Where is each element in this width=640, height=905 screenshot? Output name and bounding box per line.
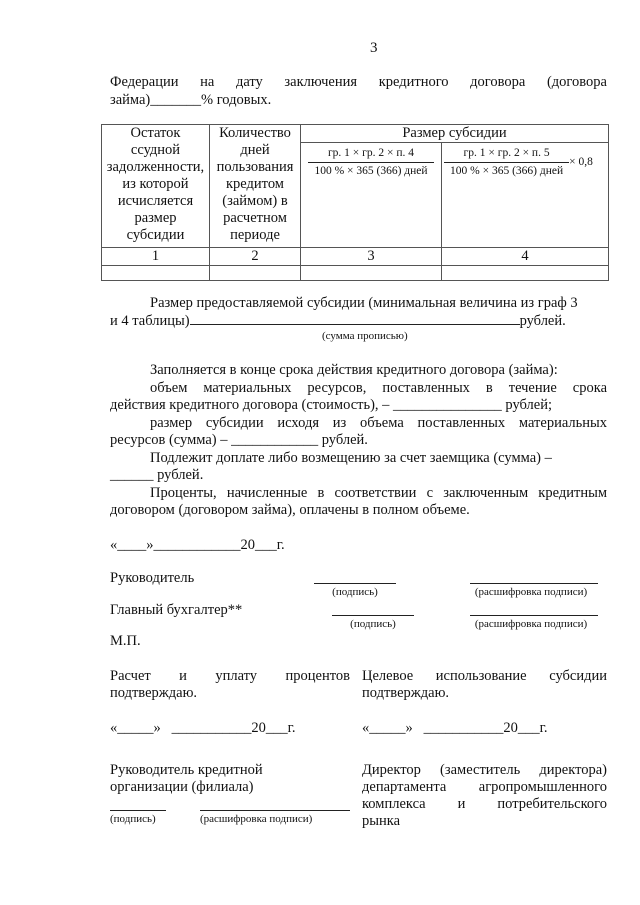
left-decoding-line (200, 810, 350, 811)
chief-signature-line (332, 615, 414, 616)
right-director: Директор (заместитель директора) департамента агропромышленного комплекса и потребительского рынка (362, 762, 607, 829)
end-of-term-p3: размер субсидии исходя из объема поставленных материальных ресурсов (сумма) – ____________ рублей. (110, 415, 607, 448)
head-signature-line (314, 583, 396, 584)
table-row-empty (102, 266, 609, 281)
right-date: «_____» ___________20___г. (362, 720, 548, 736)
intro-line-1: Федерации на дату заключения кредитного договора (договора (110, 74, 607, 90)
chief-decoding-line (470, 615, 598, 616)
formula-col3: $\frac{гр. 1 \times гр. 2 \times п. 4}{\text{100 \% × 365 (366) дней}}$ (301, 143, 442, 248)
seal-label: М.П. (110, 633, 141, 649)
right-confirm: Целевое использование субсидии подтверждаю. (362, 668, 607, 701)
left-date: «_____» ___________20___г. (110, 720, 296, 736)
left-org: Руководитель кредитной организации (филиала) (110, 762, 263, 795)
chief-accountant-label: Главный бухгалтер** (110, 602, 243, 618)
chief-signature-caption: (подпись) (350, 618, 396, 630)
end-of-term-p2: объем материальных ресурсов, поставленных в течение срока действия кредитного договора (стоимость), – _______________ рублей; (110, 380, 607, 413)
page-number: 3 (370, 40, 378, 56)
sum-in-words-caption: (сумма прописью) (322, 330, 408, 342)
subsidy-size-line-1: Размер предоставляемой субсидии (минимальная величина из граф 3 (150, 295, 578, 311)
left-signature-caption: (подпись) (110, 813, 156, 825)
left-decoding-caption: (расшифровка подписи) (200, 813, 313, 825)
date-line: «____»____________20___г. (110, 537, 285, 553)
subsidy-table (101, 124, 609, 281)
head-decoding-line (470, 583, 598, 584)
intro-line-2: займа)_______% годовых. (110, 92, 272, 108)
end-of-term-p4: Подлежит доплате либо возмещению за счет заемщика (сумма) – ______ рублей. (110, 450, 552, 483)
left-confirm: Расчет и уплату процентов подтверждаю. (110, 668, 350, 701)
end-of-term-p1: Заполняется в конце срока действия кредитного договора (займа): (150, 362, 558, 378)
subsidy-size-line-2: и 4 таблицы) рублей. (110, 313, 566, 329)
table-row-numbers: 1 2 3 4 (102, 248, 609, 266)
col2-header: Количество дней пользования кредитом (займом) в расчетном периоде (210, 125, 301, 248)
subsidy-size-header: Размер субсидии (301, 125, 609, 143)
head-signature-caption: (подпись) (332, 586, 378, 598)
chief-decoding-caption: (расшифровка подписи) (474, 618, 588, 630)
left-signature-line (110, 810, 166, 811)
head-decoding-caption: (расшифровка подписи) (474, 586, 588, 598)
col1-header: Остаток ссудной задолженности, из которой исчисляется размер субсидии (102, 125, 210, 248)
formula-col4: $\frac{гр. 1 \times гр. 2 \times п. 5}{\text{100 \% × 365 (366) дней}}$ × 0,8 (442, 143, 609, 248)
head-label: Руководитель (110, 570, 195, 586)
end-of-term-p5: Проценты, начисленные в соответствии с заключенным кредитным договором (договором займа), оплачены в полном объеме. (110, 485, 607, 518)
